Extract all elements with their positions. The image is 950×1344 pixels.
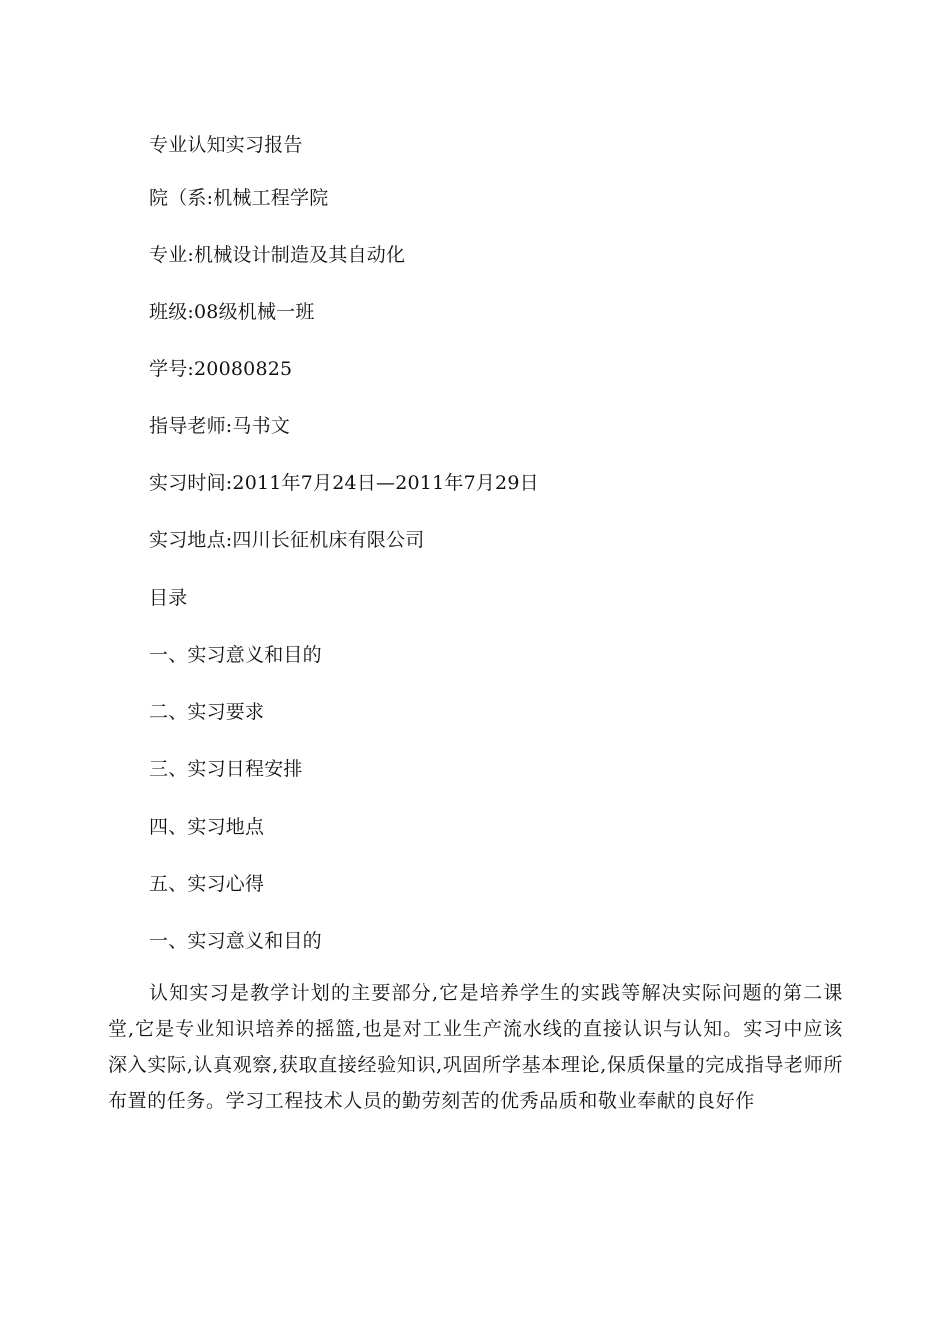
toc-item: 一、实习意义和目的 xyxy=(149,644,322,666)
toc-item: 五、实习心得 xyxy=(149,873,265,895)
section-heading: 一、实习意义和目的 xyxy=(149,930,322,952)
class-line: 班级:08级机械一班 xyxy=(149,301,315,323)
toc-item: 四、实习地点 xyxy=(149,816,265,838)
major-line: 专业:机械设计制造及其自动化 xyxy=(149,244,406,266)
toc-item: 三、实习日程安排 xyxy=(149,758,303,780)
report-title: 专业认知实习报告 xyxy=(149,134,303,156)
location-line: 实习地点:四川长征机床有限公司 xyxy=(149,529,425,551)
student-id-line: 学号:20080825 xyxy=(149,358,293,380)
section-paragraph: 认知实习是教学计划的主要部分,它是培养学生的实践等解决实际问题的第二课堂,它是专业知识培养的摇篮,也是对工业生产流水线的直接认识与认知。实习中应该深入实际,认真观察,获取直接经验知识,巩固所学基本理论,保质保量的完成指导老师所布置的任务。学习工程技术人员的勤劳刻苦的优秀品质和敬业奉献的良好作 xyxy=(108,982,843,1112)
toc-item: 二、实习要求 xyxy=(149,701,265,723)
toc-heading: 目录 xyxy=(149,587,188,609)
period-line: 实习时间:2011年7月24日—2011年7月29日 xyxy=(149,472,539,494)
department-line: 院（系:机械工程学院 xyxy=(149,187,329,209)
advisor-line: 指导老师:马书文 xyxy=(149,415,291,437)
